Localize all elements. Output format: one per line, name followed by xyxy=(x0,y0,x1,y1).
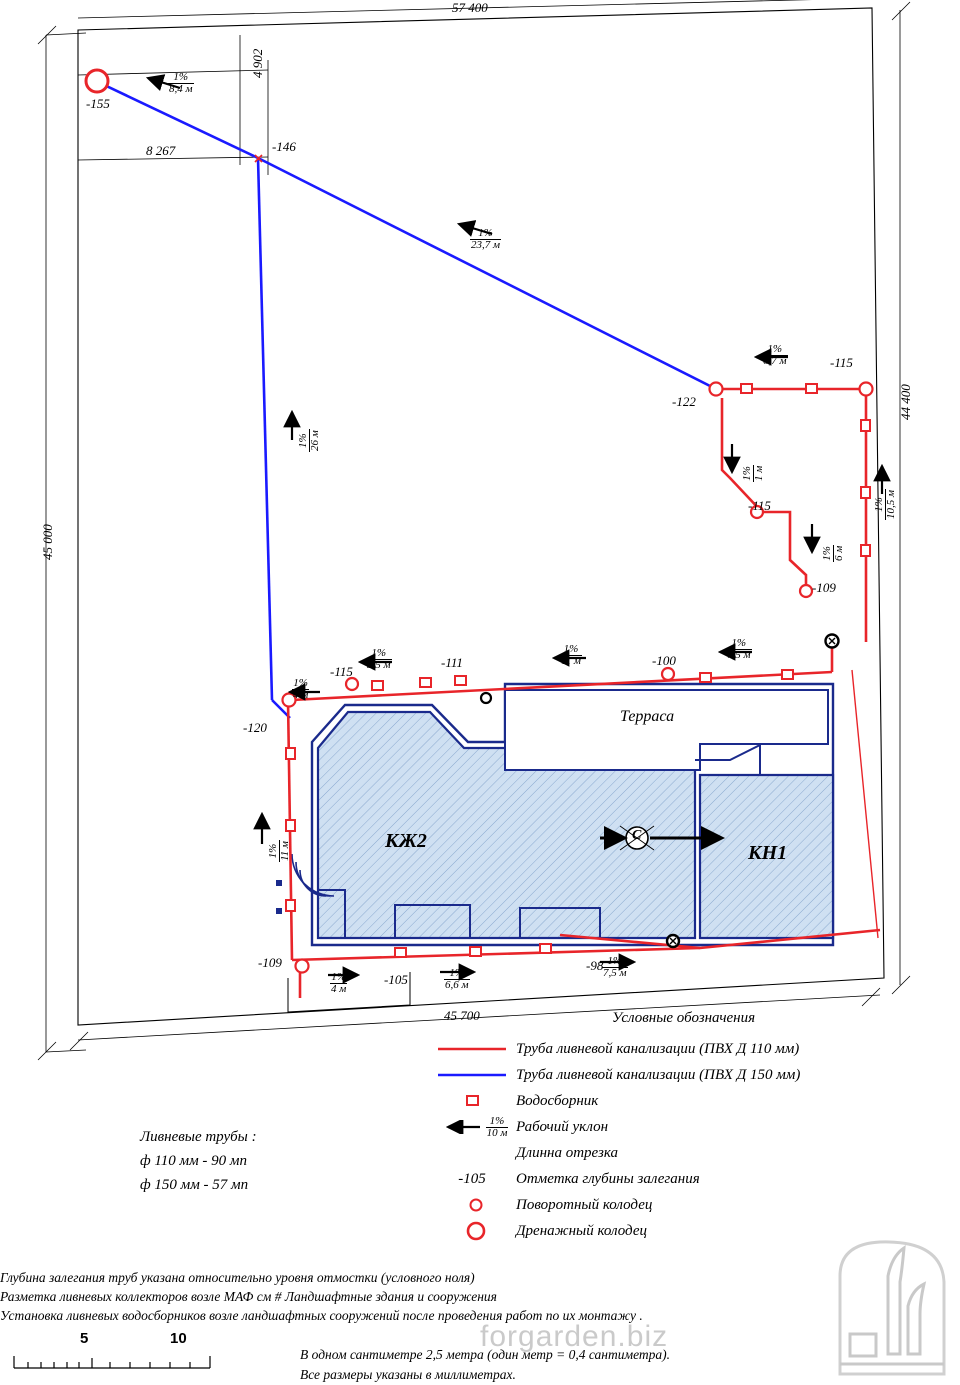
slope-label-6-7: $\frac{1\%}{6,7 м}$ xyxy=(763,343,787,367)
slope-label-3-5: $\frac{1\%}{3,5 м}$ xyxy=(367,647,391,671)
pipes-summary-150: ф 150 мм - 57 мп xyxy=(140,1177,249,1193)
pipes-summary xyxy=(140,1125,257,1197)
legend-key-collector-square xyxy=(432,1094,512,1108)
forgarden-logo xyxy=(832,1236,952,1376)
note-scale-1: В одном сантиметре 2,5 метра (один метр = 0,4 сантиметра). xyxy=(300,1347,671,1362)
depth-mark-115-b: -115 xyxy=(748,498,771,513)
slope-label-11-b: 1% 11 м xyxy=(267,841,291,861)
slope-label-7-5-a: $\frac{1\%}{7,5 м}$ xyxy=(727,637,751,661)
depth-mark-115-a: -115 xyxy=(830,355,853,370)
scale-label-5: 5 xyxy=(80,1330,89,1347)
slope-label-6-6: $\frac{1\%}{6,6 м}$ xyxy=(445,967,469,991)
turn-well xyxy=(800,585,812,597)
turn-well xyxy=(710,383,723,396)
legend-row-collector xyxy=(432,1088,952,1114)
slope-label-8-4 xyxy=(168,72,194,97)
legend-label-pipe-110: Труба ливневой канализации (ПВХ Д 110 мм) xyxy=(516,1040,800,1057)
turn-well xyxy=(296,960,309,973)
dim-right: 44 400 xyxy=(898,384,913,420)
note-scale-2: Все размеры указаны в миллиметрах. xyxy=(300,1367,516,1382)
scale-bar xyxy=(14,1356,210,1368)
legend-title: Условные обозначения xyxy=(612,1010,756,1026)
legend-key-slope-arrow xyxy=(432,1116,512,1139)
legend-label-collector: Водосборник xyxy=(516,1092,599,1109)
depth-mark-155: -155 xyxy=(86,96,110,111)
slope-percent: 1% xyxy=(168,72,194,84)
room-label-kn1: КН1 xyxy=(748,842,788,864)
note-2: Разметка ливневых коллекторов возле МАФ см # Ландшафтные здания и сооружения xyxy=(0,1289,497,1304)
depth-mark-111: -111 xyxy=(441,655,463,670)
depth-mark-146: -146 xyxy=(272,139,296,154)
depth-mark-105: -105 xyxy=(384,972,408,987)
legend-key-turn-well-icon xyxy=(432,1197,512,1213)
drain-well xyxy=(86,70,108,92)
slope-label-10-5: 1% 10,5 м xyxy=(873,489,897,519)
slope-label-4-b: $\frac{1\%}{4 м}$ xyxy=(331,971,347,995)
slope-label-6m: 1% 6 м xyxy=(821,545,845,561)
slope-label-4m: $\frac{1\%}{4 м}$ xyxy=(293,677,309,701)
legend-key-line-blue xyxy=(432,1069,512,1081)
depth-mark-109-b: -109 xyxy=(258,955,282,970)
pipes-summary-110: ф 110 мм - 90 мп xyxy=(140,1153,247,1169)
depth-mark-122: -122 xyxy=(672,394,696,409)
slope-label-26: 1% 26 м xyxy=(297,430,321,451)
note-3: Установка ливневых водосборников возле ландшафтных сооружений после проведения работ по их монтажу . xyxy=(0,1308,643,1323)
legend-label-drain-well: Дренажный колодец xyxy=(516,1222,647,1239)
room-label-terrace: Терраса xyxy=(620,708,675,725)
dim-left: 45 000 xyxy=(40,524,55,560)
depth-mark-120: -120 xyxy=(243,720,267,735)
turn-well xyxy=(662,668,674,680)
legend-row-segment xyxy=(432,1140,952,1166)
legend-row-turn-well xyxy=(432,1192,952,1218)
room-label-kzh2: КЖ2 xyxy=(385,830,427,852)
legend-slope-frac-top: 1% xyxy=(486,1116,509,1128)
dim-top: 57 400 xyxy=(452,0,488,15)
depth-mark-115-c: -115 xyxy=(330,664,353,679)
legend-row-pipe-110 xyxy=(432,1036,952,1062)
depth-mark-100: -100 xyxy=(652,653,676,668)
dim-8267: 8 267 xyxy=(146,143,176,158)
turn-well xyxy=(860,383,873,396)
slope-label-23-7: $\frac{1\%}{23,7 м}$ xyxy=(471,227,501,251)
notes-block xyxy=(0,1268,700,1325)
depth-mark-109-a: -109 xyxy=(812,580,836,595)
legend-row-pipe-150 xyxy=(432,1062,952,1088)
legend xyxy=(432,1036,952,1244)
compass-label: C xyxy=(632,828,642,843)
slope-label-11-a: $\frac{1\%}{11 м}$ xyxy=(561,643,581,667)
pipes-summary-title: Ливневые трубы : xyxy=(140,1129,257,1145)
legend-label-pipe-150: Труба ливневой канализации (ПВХ Д 150 мм) xyxy=(516,1066,801,1083)
legend-label-slope: Рабочий уклон xyxy=(516,1118,609,1135)
pipe-150-network xyxy=(98,82,716,718)
legend-label-segment: Длинна отрезка xyxy=(516,1144,619,1161)
legend-key-line-red xyxy=(432,1043,512,1055)
scale-label-10: 10 xyxy=(170,1330,187,1347)
watermark: forgarden.biz xyxy=(480,1320,669,1353)
note-1: Глубина залегания труб указана относительно уровня отмостки (условного ноля) xyxy=(0,1270,475,1285)
legend-key-depth-mark: -105 xyxy=(458,1170,486,1187)
slope-length: 8,4 м xyxy=(169,83,193,95)
legend-slope-frac-bot: 10 м xyxy=(486,1126,508,1139)
legend-row-slope xyxy=(432,1114,952,1140)
legend-key-drain-well-icon xyxy=(432,1221,512,1241)
legend-label-turn-well: Поворотный колодец xyxy=(516,1196,653,1213)
turn-well xyxy=(481,693,491,703)
legend-row-depth xyxy=(432,1166,952,1192)
slope-label-7-5-b: $\frac{1\%}{7,5 м}$ xyxy=(603,955,627,979)
dim-bottom: 45 700 xyxy=(444,1008,480,1023)
dim-4902: 4 902 xyxy=(250,48,265,78)
depth-mark-98: -98 xyxy=(586,958,604,973)
slope-label-1m: 1% 1 м xyxy=(741,465,765,481)
legend-label-depth: Отметка глубины залегания xyxy=(516,1170,700,1187)
